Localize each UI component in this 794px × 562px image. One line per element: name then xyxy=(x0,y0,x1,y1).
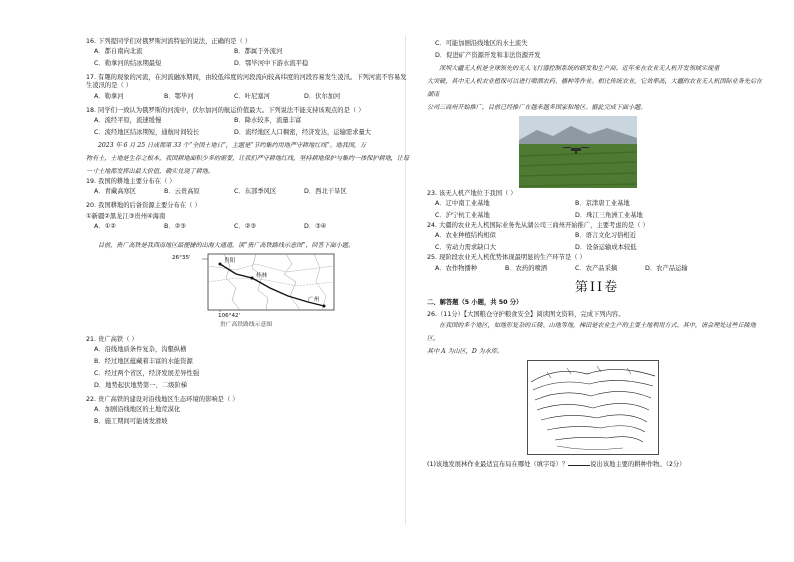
q19-option-b: B．云贵高原 xyxy=(164,188,200,196)
map-city-guilin: 桂林 xyxy=(256,273,268,280)
intro1-line1: 2023 年 6 月 25 日成都第 33 个“全国土地日”，主题是“节约集约用地严守耕地红线”。地我国，万 xyxy=(98,141,367,149)
q23-option-c: C．沪宁杭工业基地 xyxy=(435,212,490,220)
q20-options xyxy=(86,221,426,233)
q23-options-row2 xyxy=(427,210,767,222)
railway-map-graphic xyxy=(196,252,346,312)
q18-option-a: A．流经平原，流速缓慢 xyxy=(94,116,162,124)
q19-option-a: A．青藏高寒区 xyxy=(94,188,137,196)
q24-options-row1 xyxy=(427,230,767,242)
q26-intro-line1: 在我国的多个地区，如地形复杂的丘陵、山地等地，梯田是农业生产的主要土地利用方式。其中，请会理处这些丘陵地区， xyxy=(427,322,756,343)
q21-option-d-row xyxy=(86,380,426,392)
q19-option-d: D．西北干旱区 xyxy=(304,188,347,196)
q21-option-b: B．经过地区蕴藏着丰富的水能资源 xyxy=(94,357,193,365)
q22-option-b-row xyxy=(86,416,426,428)
q20-option-d: D．③④ xyxy=(304,223,327,231)
map-city-guangzhou: 广州 xyxy=(308,297,320,304)
q24-option-c: C．劳动力需求缺口大 xyxy=(435,244,497,252)
drone-field-photo-graphic xyxy=(519,116,637,188)
q21-option-a-row xyxy=(86,344,426,356)
q24-option-d: D．设备运输成本较低 xyxy=(575,244,637,252)
map-caption: 贵广高铁路线示意图 xyxy=(219,322,273,329)
intro1-line3: 一寸土地都发挥出最大价值，确实兑现了耕地。 xyxy=(86,167,214,175)
q26-intro-line2: 其中 A 为山区，D 为水库。 xyxy=(427,348,504,356)
q18-options-row2 xyxy=(86,127,426,139)
q26-sub1-blank[interactable] xyxy=(568,459,590,466)
q17-option-a: A．勒拿河 xyxy=(94,92,124,100)
drone-field-photo xyxy=(519,116,637,188)
q16-options-row1 xyxy=(86,46,426,58)
q16-options-row2 xyxy=(86,58,426,70)
q17-options xyxy=(86,91,426,103)
q21-stem: 21. 贵广高铁（ ） xyxy=(86,335,138,343)
q19-options xyxy=(86,186,426,198)
q26-stem: 26.（11分）【大国粮仓守护粮食安全】阅读图文资料，完成下列内容。 xyxy=(427,310,625,318)
q22-stem: 22. 贵广高铁的建设对沿线地区生态环境的影响是（ ） xyxy=(86,395,239,403)
q17-stem-line1: 17. 有趣的现象的河流，在河流融冰期间，由较低纬度的河段流向较高纬度的河段容易发生凌汛。下列河流不容易发 xyxy=(86,74,407,82)
q22-option-c: C．可能加剧沿线地区的水土流失 xyxy=(435,40,528,47)
intro1-line2: 物有土，土地是生存之根本，我国耕地面积少多的需要，让我们严守耕地红线，坚持耕地保护与集约一体保护耕地，让每 xyxy=(86,154,409,162)
q20-items: ①新疆②黑龙江③贵州④海南 xyxy=(86,213,166,221)
terrace-sketch xyxy=(527,360,659,455)
terrace-sketch-graphic xyxy=(527,360,659,455)
q21-option-c-row xyxy=(86,368,426,380)
q17-option-c: C．叶尼塞河 xyxy=(234,92,270,100)
q25-option-d: D．农产品运输 xyxy=(645,264,688,272)
q19-stem: 19. 我国的耕地主要分布在（ ） xyxy=(86,177,176,185)
right-column xyxy=(427,38,767,469)
intro3-line1: 深圳大疆无人机是全球领先的无人飞行器控制系统的研发和生产商。近年来在农业无人机开发领域实现重 xyxy=(439,65,720,72)
q20-option-a: A．①② xyxy=(94,223,116,231)
q23-option-b: B．京津唐工业基地 xyxy=(575,200,630,208)
q26-sub1-suffix: 说出该地主要的耕种作物。（2分） xyxy=(590,461,686,469)
q22-option-b: B．施工期间可能诱发滑坡 xyxy=(94,418,168,426)
q18-option-b: B．降水较多，流量丰富 xyxy=(234,116,302,124)
q24-stem: 24. 大疆的农业无人机国际业务先从湖公司三商州开始推广，主要考虑的是（ ） xyxy=(427,222,649,230)
q26-sub1 xyxy=(427,459,767,469)
q25-options xyxy=(427,263,767,275)
q25-option-c: C．农产品采摘 xyxy=(575,264,618,272)
intro2: 目前，贵广高铁是我西南地区最便捷的出海大通道。读“贵广高铁路线示意图”，回答下面小题。 xyxy=(98,242,355,250)
q21-option-c: C．经过两个省区，经济发展差异性强 xyxy=(94,369,200,377)
q16-stem: 16. 下列提同学们对俄罗斯河流特征的说法，正确的是（ ） xyxy=(86,38,252,45)
q22-option-c-row xyxy=(427,38,767,50)
longitude-label: 106°42' xyxy=(218,313,241,320)
q23-option-a: A．辽中南工业基地 xyxy=(435,200,490,208)
q21-option-a: A．沿线地质条件复杂，沟壑纵横 xyxy=(94,345,187,353)
q18-options-row1 xyxy=(86,115,426,127)
q24-option-a: A．农业种植结构相似 xyxy=(435,232,496,240)
q20-stem: 20. 我国耕地的后备资源主要分布在（ ） xyxy=(86,202,201,210)
q18-option-d: D．流经地区人口稠密，经济发达，运输需求量大 xyxy=(234,128,372,136)
q20-option-c: C．②③ xyxy=(234,223,256,231)
latitude-label: 26°35' xyxy=(172,255,191,262)
q22-option-a-row xyxy=(86,404,426,416)
q21-option-b-row xyxy=(86,356,426,368)
railway-map xyxy=(172,252,346,312)
q26-sub1-prefix: (1)该地发展林作业最适宜布局在哪处（填字母）？ xyxy=(427,461,569,469)
intro3-line3: 公司三商州开始推广，目前已经推广在越来越多国家和地区。据此完成下面小题。 xyxy=(427,104,647,111)
q22-option-d: D．促进矿产资源开发和非法资源开发 xyxy=(435,52,541,59)
q22-option-d-row xyxy=(427,50,767,62)
intro3-line2: 大突破，其中无人机农业植保可以进行喷洒农药、播种等作业。相比传统农业，它效率高，大疆的农业无人机国际业务先后在湖南 xyxy=(427,78,763,98)
q23-stem: 23. 该无人机产地位于我国（ ） xyxy=(427,190,517,197)
q24-option-b: B．语言文化习俗相近 xyxy=(575,232,636,240)
q18-stem: 18. 同学们一致认为俄罗斯的河流中，伏尔加河的航运价值最大。下列说法不能支持该观点的是（ ） xyxy=(86,106,365,114)
section-title: 第II卷 xyxy=(574,279,620,295)
q18-option-c: C．流经地区结冰期短，通航时间较长 xyxy=(94,128,200,136)
q17-stem-line2: 生凌汛的是（ ） xyxy=(86,82,133,90)
q25-option-b: B．农药的喷洒 xyxy=(505,264,548,272)
q19-option-c: C．东部季风区 xyxy=(234,188,277,196)
map-lon-row xyxy=(86,312,426,321)
left-column xyxy=(86,38,426,428)
q21-option-d: D．地势起伏地势第一、二级阶梯 xyxy=(94,381,188,389)
q24-options-row2 xyxy=(427,242,767,254)
q23-options-row1 xyxy=(427,198,767,210)
section-subtitle: 二、解答题（5 小题，共 50 分） xyxy=(427,298,523,306)
q17-option-b: B．鄂毕河 xyxy=(164,92,194,100)
q23-option-d: D．珠江三角洲工业基地 xyxy=(575,212,643,220)
q16-option-c: C．勒拿河的结冰期最短 xyxy=(94,60,162,68)
q16-option-d: D．鄂毕河中下游水流平稳 xyxy=(234,60,309,68)
q16-option-b: B．都属于外流河 xyxy=(234,48,283,56)
q17-option-d: D．伏尔加河 xyxy=(304,92,341,100)
map-city-guiyang: 贵阳 xyxy=(224,258,236,265)
q20-option-b: B．②③ xyxy=(164,223,186,231)
q16-option-a: A．都自南向北流 xyxy=(94,48,143,56)
q25-option-a: A．农作物播种 xyxy=(435,264,478,272)
q22-option-a: A．加剧沿线地区的土地荒漠化 xyxy=(94,406,181,414)
q25-stem: 25. 现阶段农业无人机优势体现最明显的生产环节是（ ） xyxy=(427,254,586,262)
